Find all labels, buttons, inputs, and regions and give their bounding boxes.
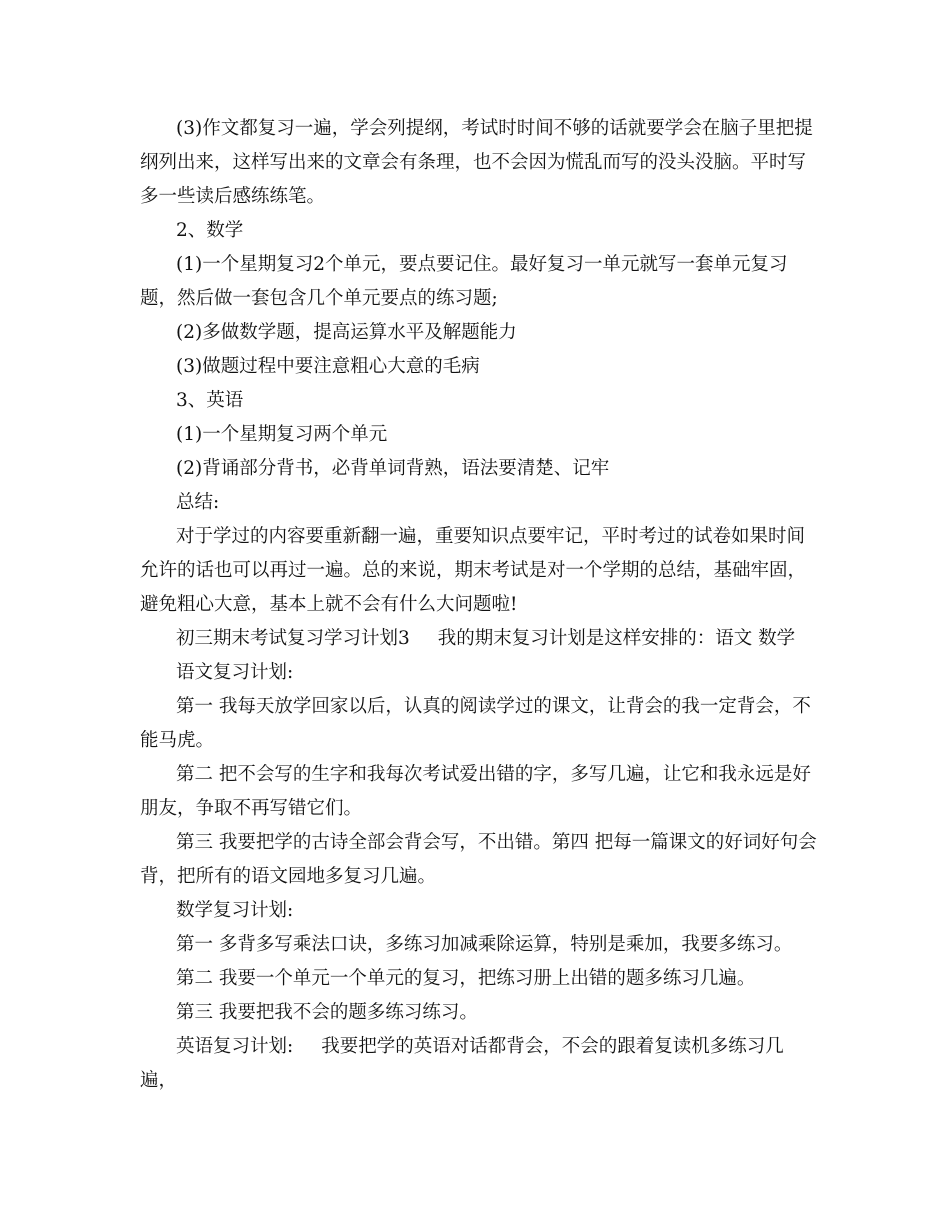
- paragraph-math-plan-1: 第一 多背多写乘法口诀，多练习加减乘除运算，特别是乘加，我要多练习。: [176, 934, 793, 955]
- paragraph-math-plan-3: 第三 我要把我不会的题多练习练习。: [176, 1002, 478, 1023]
- paragraph-math-2: (2)多做数学题，提高运算水平及解题能力: [176, 322, 517, 343]
- paragraph-english-plan: [140, 1030, 820, 1098]
- paragraph-math-plan-2: 第二 我要一个单元一个单元的复习，把练习册上出错的题多练习几遍。: [176, 968, 756, 989]
- paragraph-chinese-2: 第二 把不会写的生字和我每次考试爱出错的字，多写几遍，让它和我永远是好朋友，争取不再写错它们。: [140, 764, 811, 819]
- heading-english: 3、英语: [176, 390, 244, 411]
- paragraph-chinese-1: 第一 我每天放学回家以后，认真的阅读学过的课文，让背会的我一定背会，不能马虎。: [140, 696, 811, 751]
- plan3-intro: 我的期末复习计划是这样安排的：语文 数学: [437, 628, 796, 649]
- heading-math-plan: 数学复习计划:: [176, 900, 294, 921]
- english-plan-text: 我要把学的英语对话都背会，不会的跟着复读机多练习几遍，: [140, 1036, 784, 1091]
- document-body: [140, 112, 820, 1098]
- paragraph-chinese-3: 第三 我要把学的古诗全部会背会写，不出错。第四 把每一篇课文的好词好句会背，把所有的语文园地多复习几遍。: [140, 832, 817, 887]
- paragraph-math-1: (1)一个星期复习2个单元，要点要记住。最好复习一单元就写一套单元复习题，然后做一套包含几个单元要点的练习题;: [140, 254, 788, 309]
- paragraph-english-1: (1)一个星期复习两个单元: [176, 424, 388, 445]
- paragraph-math-3: (3)做题过程中要注意粗心大意的毛病: [176, 356, 480, 377]
- paragraph-plan3: [140, 622, 820, 656]
- heading-chinese-plan: 语文复习计划:: [176, 662, 294, 683]
- paragraph-english-2: (2)背诵部分背书，必背单词背熟，语法要清楚、记牢: [176, 458, 610, 479]
- plan3-title: 初三期末考试复习学习计划3: [176, 628, 410, 649]
- paragraph-summary: 对于学过的内容要重新翻一遍，重要知识点要牢记，平时考过的试卷如果时间允许的话也可以再过一遍。总的来说，期末考试是对一个学期的总结，基础牢固，避免粗心大意，基本上就不会有什么大问题啦!: [140, 526, 807, 615]
- heading-math: 2、数学: [176, 220, 244, 241]
- paragraph-composition-review: (3)作文都复习一遍，学会列提纲，考试时时间不够的话就要学会在脑子里把提纲列出来，这样写出来的文章会有条理，也不会因为慌乱而写的没头没脑。平时写多一些读后感练练笔。: [140, 118, 813, 207]
- heading-summary: 总结:: [176, 492, 220, 513]
- english-plan-label: 英语复习计划:: [176, 1036, 294, 1057]
